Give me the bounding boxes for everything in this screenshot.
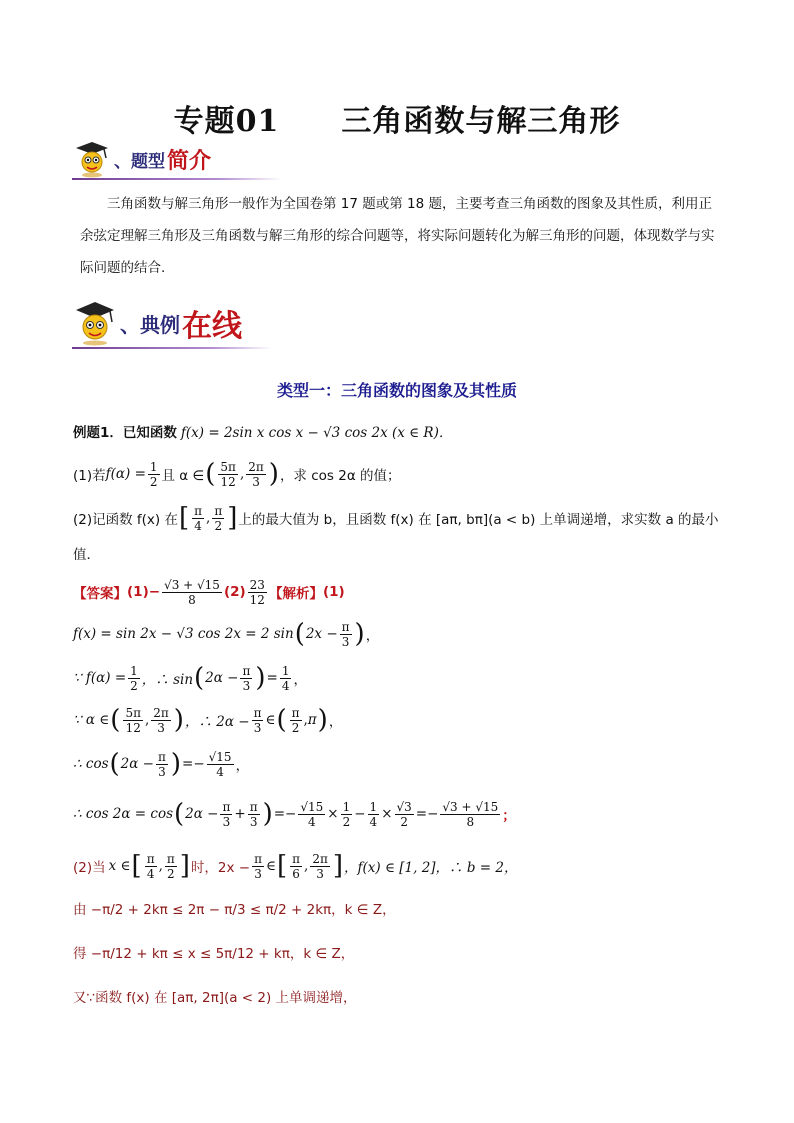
- sol-l6-a: (2)当: [73, 860, 106, 876]
- sol-l2-a: ∵ f(α) =: [73, 670, 127, 686]
- minus: −: [354, 806, 366, 822]
- sol-l8: 得 −π/12 + kπ ≤ x ≤ 5π/12 + kπ，k ∈ Z，: [73, 946, 355, 962]
- badge-intro: [70, 140, 211, 178]
- graduate-mascot-icon: [70, 140, 114, 178]
- frac-half: $\frac{1}{2}$: [149, 459, 158, 489]
- answer-minus: −: [148, 584, 161, 600]
- question-2: (2)记函数 f(x) 在 [ $\frac{\pi}{4}$ , $\frac{\pi}{2}$ ] 上的最大值为 b，且函数 f(x) 在 [aπ, bπ](a < b) 上单调递增，求实数 a 的最小: [73, 503, 719, 533]
- solution-line-6: (2)当 x ∈ [ $\frac{\pi}{4}$ , $\frac{\pi}{2}$ ] 时，2x − $\frac{\pi}{3}$ ∈ [ $\frac{\pi}{6}$ , $\frac{2\pi}{3}$ ] ，f(x) ∈ [1, 2]，∴ b = 2，: [73, 851, 518, 881]
- sol-l4-inner: 2α −: [120, 756, 154, 772]
- q2-mid: 上的最大值为 b，且函数 f(x) 在 [aπ, bπ](a < b) 上单调递增，求实数 a 的最小: [238, 512, 719, 528]
- badge-examples-small: 、典例: [120, 312, 180, 337]
- solution-line-7: [73, 898, 396, 918]
- solution-line-1: f(x) = sin 2x − √3 cos 2x = 2 sin ( 2x − $\frac{\pi}{3}$ ) ，: [73, 619, 380, 649]
- intro-paragraph: [80, 188, 720, 284]
- sol-l6-b: 时，2x −: [190, 860, 251, 876]
- solution-line-3: ∵ α ∈ ( $\frac{5\pi}{12}$ , $\frac{2\pi}{3}$ ) ，∴ 2α − $\frac{\pi}{3}$ ∈ ( $\frac{\pi}{2}$ , π ) ，: [73, 705, 343, 735]
- comma: ，: [365, 628, 380, 644]
- frac-pi-4: $\frac{\pi}{4}$: [194, 503, 203, 533]
- intro-text: 三角函数与解三角形一般作为全国卷第 17 题或第 18 题，主要考查三角函数的图象及其性质，利用正余弦定理解三角形及三角函数与解三角形的综合问题等，将实际问题转化为解三角形的问题，体现数学与实际问题的结合.: [80, 196, 715, 276]
- plus: +: [234, 806, 246, 822]
- solution-line-8: [73, 942, 354, 962]
- q1-cond: f(α) =: [105, 466, 146, 482]
- in-symbol: ∈: [266, 858, 276, 874]
- frac-5pi-12: $\frac{5\pi}{12}$: [220, 459, 236, 489]
- q2-end: 值．: [73, 547, 100, 563]
- q1-suffix: ，求 cos 2α 的值；: [279, 468, 401, 484]
- frac-half: $\frac{1}{2}$: [342, 799, 351, 829]
- analysis-tag: 【解析】: [268, 586, 323, 602]
- equals: =: [273, 806, 286, 822]
- answer-2-label: (2): [223, 584, 246, 600]
- comma: ，: [293, 672, 307, 688]
- sol-l1-left: f(x) = sin 2x − √3 cos 2x = 2 sin: [73, 626, 294, 642]
- frac-pi-2: $\frac{\pi}{2}$: [166, 851, 175, 881]
- frac-answer-1: $\frac{√3 + √15}{8}$: [164, 577, 220, 607]
- sol-l3-c: ∈: [265, 712, 276, 728]
- times: ×: [381, 806, 393, 822]
- section-heading: 类型一：三角函数的图象及其性质: [276, 381, 517, 400]
- frac-5pi-12: $\frac{5\pi}{12}$: [125, 705, 141, 735]
- question-2-end: [73, 543, 100, 563]
- pi-symbol: π: [307, 712, 317, 728]
- sol-l2-b: ，∴ sin: [141, 672, 194, 688]
- sol-l3-a: ∵ α ∈: [73, 712, 110, 728]
- equals: =: [415, 806, 428, 822]
- answer-tag: 【答案】: [73, 586, 127, 602]
- frac-answer-2: $\frac{23}{12}$: [249, 577, 265, 607]
- q1-prefix: (1)若: [73, 468, 106, 484]
- q2-prefix: (2)记函数 f(x) 在: [73, 512, 178, 528]
- frac-pi-3: $\frac{\pi}{3}$: [341, 619, 350, 649]
- badge-intro-underline: [72, 178, 282, 180]
- frac-sqrt15-4: $\frac{√15}{4}$: [208, 749, 232, 779]
- solution-line-2: ∵ f(α) = $\frac{1}{2}$ ，∴ sin ( 2α − $\frac{\pi}{3}$ ) = $\frac{1}{4}$ ，: [73, 663, 307, 693]
- frac-pi-2: $\frac{\pi}{2}$: [291, 705, 300, 735]
- frac-quarter: $\frac{1}{4}$: [369, 799, 378, 829]
- example-expr: f(x) = 2sin x cos x − √3 cos 2x (x ∈ R)．: [180, 425, 453, 441]
- graduate-mascot-icon: [70, 300, 120, 346]
- badge-examples-large: 在线: [182, 309, 242, 344]
- analysis-1-label: (1): [322, 584, 345, 600]
- frac-pi-3: $\frac{\pi}{3}$: [242, 663, 251, 693]
- example-label: 例题1．已知函数: [73, 425, 177, 441]
- answer-line: [73, 574, 345, 610]
- frac-answer-1: $\frac{√3 + √15}{8}$: [442, 799, 499, 829]
- frac-pi-3: $\frac{\pi}{3}$: [222, 799, 231, 829]
- page-title: 专题01 三角函数与解三角形: [173, 104, 621, 139]
- frac-pi-3: $\frac{\pi}{3}$: [253, 705, 262, 735]
- sol-l5-inner: 2α −: [185, 806, 219, 822]
- badge-examples-underline: [72, 347, 272, 349]
- answer-1-label: (1): [127, 584, 149, 600]
- frac-pi-3: $\frac{\pi}{3}$: [157, 749, 166, 779]
- example-line: [73, 421, 452, 441]
- frac-pi-2: $\frac{\pi}{2}$: [214, 503, 223, 533]
- sol-l1-inner: 2x −: [305, 626, 338, 642]
- badge-examples: [70, 300, 242, 346]
- equals: =: [266, 670, 278, 686]
- frac-pi-4: $\frac{\pi}{4}$: [146, 851, 155, 881]
- frac-half: $\frac{1}{2}$: [130, 663, 138, 693]
- frac-sqrt3-2: $\frac{√3}{2}$: [396, 799, 412, 829]
- frac-2pi-3: $\frac{2\pi}{3}$: [248, 459, 264, 489]
- frac-pi-3: $\frac{\pi}{3}$: [249, 799, 258, 829]
- sol-l4-a: ∴ cos: [73, 756, 109, 772]
- minus: −: [193, 756, 205, 772]
- sol-l9: 又∵函数 f(x) 在 [aπ, 2π](a < 2) 上单调递增，: [73, 990, 357, 1006]
- frac-2pi-3: $\frac{2\pi}{3}$: [312, 851, 328, 881]
- frac-pi-6: $\frac{\pi}{6}$: [292, 851, 301, 881]
- badge-intro-small: 、题型: [114, 151, 165, 172]
- semicolon: ；: [502, 808, 516, 824]
- solution-line-4: ∴ cos ( 2α − $\frac{\pi}{3}$ ) = − $\frac{√15}{4}$ ，: [73, 749, 250, 779]
- sol-l5-a: ∴ cos 2α = cos: [73, 806, 174, 822]
- frac-quarter: $\frac{1}{4}$: [281, 663, 290, 693]
- frac-sqrt15-4: $\frac{√15}{4}$: [300, 799, 324, 829]
- comma: ，: [235, 758, 250, 774]
- sol-l3-b: ，∴ 2α −: [184, 714, 250, 730]
- frac-2pi-3: $\frac{2\pi}{3}$: [153, 705, 169, 735]
- sol-l2-inner: 2α −: [205, 670, 239, 686]
- solution-line-9: [73, 986, 357, 1006]
- sol-l7: 由 −π/2 + 2kπ ≤ 2π − π/3 ≤ π/2 + 2kπ，k ∈ Z，: [73, 902, 396, 918]
- sol-l6-c: ，f(x) ∈ [1, 2]，∴ b = 2，: [344, 860, 518, 876]
- q1-and: 且 α ∈: [161, 468, 205, 484]
- times: ×: [327, 806, 339, 822]
- frac-pi-3: $\frac{\pi}{3}$: [254, 851, 262, 881]
- equals: =: [182, 756, 194, 772]
- question-1: (1)若 f(α) = $\frac{1}{2}$ 且 α ∈ ( $\frac{5\pi}{12}$ , $\frac{2\pi}{3}$ ) ，求 cos 2α 的值；: [73, 459, 401, 489]
- badge-intro-large: 简介: [167, 147, 212, 174]
- minus: −: [285, 806, 297, 822]
- minus: −: [427, 806, 439, 822]
- solution-line-5: ∴ cos 2α = cos ( 2α − $\frac{\pi}{3}$ + $\frac{\pi}{3}$ ) = − $\frac{√15}{4}$ × $\frac{1}{2}$ − $\frac{1}{4}$ × $\frac{√3}{2}$ = − $\frac{√3 + √15}{8}$ ；: [73, 799, 516, 829]
- comma: ，: [328, 714, 343, 730]
